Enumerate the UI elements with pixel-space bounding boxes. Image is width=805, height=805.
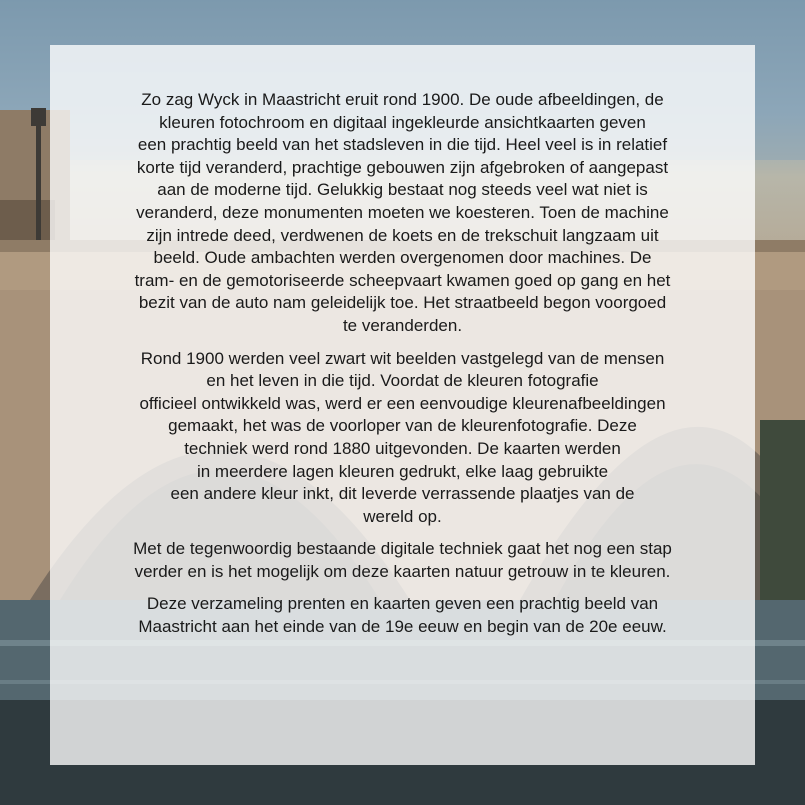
text-line: Zo zag Wyck in Maastricht eruit rond 1900. De oude afbeeldingen, de xyxy=(141,90,664,109)
text-line: verder en is het mogelijk om deze kaarten natuur getrouw in te kleuren. xyxy=(134,561,671,581)
text-panel xyxy=(50,45,755,765)
text-line: aan de moderne tijd. Gelukkig bestaat nog steeds veel wat niet is xyxy=(157,180,648,200)
text-line: korte tijd veranderd, prachtige gebouwen zijn afgebroken of aangepast xyxy=(136,157,669,177)
paragraph-collection xyxy=(72,593,733,638)
paragraph-intro xyxy=(72,89,733,338)
text-line: veranderd, deze monumenten moeten we koesteren. Toen de machine xyxy=(136,202,669,222)
text-line: Met de tegenwoordig bestaande digitale techniek gaat het nog een stap xyxy=(133,539,672,559)
text-line: Maastricht aan het einde van de 19e eeuw en begin van de 20e eeuw. xyxy=(138,617,667,637)
text-line: officieel ontwikkeld was, werd er een eenvoudige kleurenafbeeldingen xyxy=(139,393,666,413)
text-line: wereld op. xyxy=(363,506,442,526)
text-line: techniek werd rond 1880 uitgevonden. De kaarten werden xyxy=(184,438,621,458)
text-line: Rond 1900 werden veel zwart wit beelden vastgelegd van de mensen xyxy=(140,348,665,368)
text-line: te veranderden. xyxy=(342,315,463,335)
text-line: zijn intrede deed, verdwenen de koets en de trekschuit langzaam uit xyxy=(146,225,659,245)
text-line: en het leven in die tijd. Voordat de kleuren fotografie xyxy=(206,371,599,391)
text-line: een prachtig beeld van het stadsleven in die tijd. Heel veel is in relatief xyxy=(137,135,668,155)
text-line: beeld. Oude ambachten werden overgenomen door machines. De xyxy=(153,248,652,268)
text-line: tram- en de gemotoriseerde scheepvaart kwamen goed op gang en het xyxy=(134,270,671,290)
paragraph-digital-technique xyxy=(72,538,733,583)
text-line: bezit van de auto nam geleidelijk toe. Het straatbeeld begon voorgoed xyxy=(138,293,667,313)
text-line: in meerdere lagen kleuren gedrukt, elke laag gebruikte xyxy=(196,461,609,481)
text-line: een andere kleur inkt, dit leverde verrassende plaatjes van de xyxy=(170,484,635,504)
text-line: gemaakt, het was de voorloper van de kleurenfotografie. Deze xyxy=(168,416,637,436)
paragraph-color-photography xyxy=(72,348,733,529)
text-line: kleuren fotochroom en digitaal ingekleurde ansichtkaarten geven xyxy=(159,112,646,132)
text-line: Deze verzameling prenten en kaarten geven een prachtig beeld van xyxy=(146,594,659,614)
